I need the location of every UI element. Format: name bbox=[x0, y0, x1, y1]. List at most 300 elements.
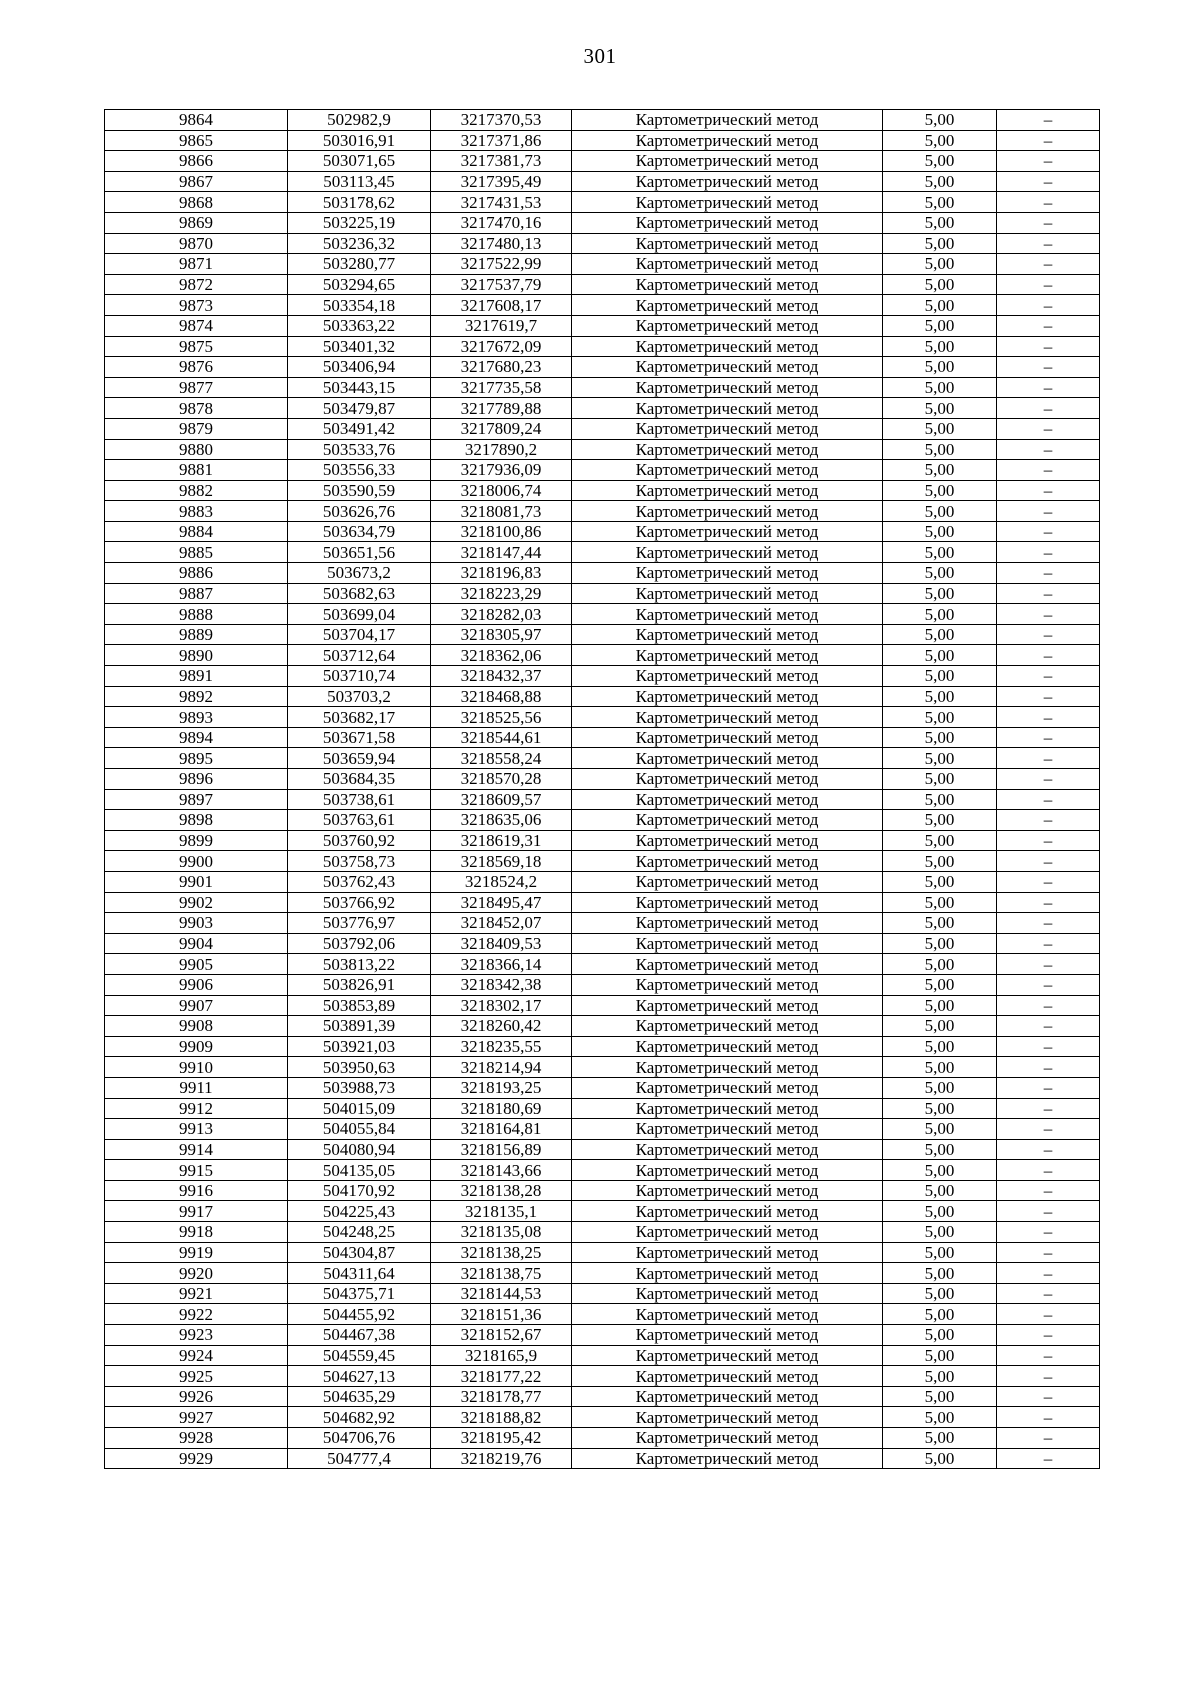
point-number-cell: 9914 bbox=[105, 1139, 288, 1160]
point-number-cell: 9889 bbox=[105, 624, 288, 645]
x-coordinate-cell: 503921,03 bbox=[288, 1036, 431, 1057]
table-row bbox=[105, 521, 1100, 542]
accuracy-cell: 5,00 bbox=[883, 357, 997, 378]
point-number-cell: 9878 bbox=[105, 398, 288, 419]
y-coordinate-cell: 3217381,73 bbox=[431, 151, 572, 172]
point-number-cell: 9917 bbox=[105, 1201, 288, 1222]
method-cell: Картометрический метод bbox=[572, 789, 883, 810]
point-number-cell: 9892 bbox=[105, 686, 288, 707]
method-cell: Картометрический метод bbox=[572, 1325, 883, 1346]
x-coordinate-cell: 502982,9 bbox=[288, 110, 431, 131]
y-coordinate-cell: 3218100,86 bbox=[431, 521, 572, 542]
x-coordinate-cell: 504627,13 bbox=[288, 1366, 431, 1387]
table-row bbox=[105, 460, 1100, 481]
method-cell: Картометрический метод bbox=[572, 1263, 883, 1284]
accuracy-cell: 5,00 bbox=[883, 789, 997, 810]
description-cell: – bbox=[997, 686, 1100, 707]
point-number-cell: 9915 bbox=[105, 1160, 288, 1181]
accuracy-cell: 5,00 bbox=[883, 1386, 997, 1407]
accuracy-cell: 5,00 bbox=[883, 1448, 997, 1469]
method-cell: Картометрический метод bbox=[572, 418, 883, 439]
y-coordinate-cell: 3218156,89 bbox=[431, 1139, 572, 1160]
y-coordinate-cell: 3217619,7 bbox=[431, 315, 572, 336]
accuracy-cell: 5,00 bbox=[883, 1180, 997, 1201]
table-row bbox=[105, 624, 1100, 645]
y-coordinate-cell: 3218362,06 bbox=[431, 645, 572, 666]
point-number-cell: 9922 bbox=[105, 1304, 288, 1325]
method-cell: Картометрический метод bbox=[572, 563, 883, 584]
x-coordinate-cell: 503533,76 bbox=[288, 439, 431, 460]
point-number-cell: 9888 bbox=[105, 604, 288, 625]
description-cell: – bbox=[997, 810, 1100, 831]
x-coordinate-cell: 503758,73 bbox=[288, 851, 431, 872]
method-cell: Картометрический метод bbox=[572, 398, 883, 419]
table-row bbox=[105, 1016, 1100, 1037]
y-coordinate-cell: 3218635,06 bbox=[431, 810, 572, 831]
table-row bbox=[105, 233, 1100, 254]
description-cell: – bbox=[997, 1242, 1100, 1263]
table-row bbox=[105, 1036, 1100, 1057]
description-cell: – bbox=[997, 769, 1100, 790]
point-number-cell: 9865 bbox=[105, 130, 288, 151]
point-number-cell: 9873 bbox=[105, 295, 288, 316]
point-number-cell: 9874 bbox=[105, 315, 288, 336]
point-number-cell: 9911 bbox=[105, 1077, 288, 1098]
y-coordinate-cell: 3218409,53 bbox=[431, 933, 572, 954]
description-cell: – bbox=[997, 974, 1100, 995]
description-cell: – bbox=[997, 1304, 1100, 1325]
method-cell: Картометрический метод bbox=[572, 1428, 883, 1449]
y-coordinate-cell: 3218177,22 bbox=[431, 1366, 572, 1387]
description-cell: – bbox=[997, 789, 1100, 810]
accuracy-cell: 5,00 bbox=[883, 192, 997, 213]
table-row bbox=[105, 810, 1100, 831]
method-cell: Картометрический метод bbox=[572, 769, 883, 790]
y-coordinate-cell: 3217371,86 bbox=[431, 130, 572, 151]
description-cell: – bbox=[997, 110, 1100, 131]
x-coordinate-cell: 504706,76 bbox=[288, 1428, 431, 1449]
y-coordinate-cell: 3218495,47 bbox=[431, 892, 572, 913]
table-row bbox=[105, 871, 1100, 892]
description-cell: – bbox=[997, 666, 1100, 687]
y-coordinate-cell: 3218151,36 bbox=[431, 1304, 572, 1325]
description-cell: – bbox=[997, 727, 1100, 748]
method-cell: Картометрический метод bbox=[572, 727, 883, 748]
accuracy-cell: 5,00 bbox=[883, 1057, 997, 1078]
accuracy-cell: 5,00 bbox=[883, 130, 997, 151]
x-coordinate-cell: 504225,43 bbox=[288, 1201, 431, 1222]
description-cell: – bbox=[997, 1325, 1100, 1346]
x-coordinate-cell: 503704,17 bbox=[288, 624, 431, 645]
description-cell: – bbox=[997, 913, 1100, 934]
y-coordinate-cell: 3218214,94 bbox=[431, 1057, 572, 1078]
x-coordinate-cell: 503792,06 bbox=[288, 933, 431, 954]
description-cell: – bbox=[997, 1119, 1100, 1140]
y-coordinate-cell: 3218195,42 bbox=[431, 1428, 572, 1449]
description-cell: – bbox=[997, 1160, 1100, 1181]
description-cell: – bbox=[997, 830, 1100, 851]
table-row bbox=[105, 789, 1100, 810]
y-coordinate-cell: 3217680,23 bbox=[431, 357, 572, 378]
x-coordinate-cell: 503651,56 bbox=[288, 542, 431, 563]
x-coordinate-cell: 504304,87 bbox=[288, 1242, 431, 1263]
accuracy-cell: 5,00 bbox=[883, 666, 997, 687]
table-row bbox=[105, 398, 1100, 419]
accuracy-cell: 5,00 bbox=[883, 542, 997, 563]
accuracy-cell: 5,00 bbox=[883, 727, 997, 748]
y-coordinate-cell: 3218135,1 bbox=[431, 1201, 572, 1222]
description-cell: – bbox=[997, 274, 1100, 295]
x-coordinate-cell: 503760,92 bbox=[288, 830, 431, 851]
description-cell: – bbox=[997, 871, 1100, 892]
x-coordinate-cell: 503682,17 bbox=[288, 707, 431, 728]
x-coordinate-cell: 503225,19 bbox=[288, 212, 431, 233]
x-coordinate-cell: 503813,22 bbox=[288, 954, 431, 975]
description-cell: – bbox=[997, 1098, 1100, 1119]
description-cell: – bbox=[997, 645, 1100, 666]
table-row bbox=[105, 1263, 1100, 1284]
accuracy-cell: 5,00 bbox=[883, 913, 997, 934]
method-cell: Картометрический метод bbox=[572, 933, 883, 954]
method-cell: Картометрический метод bbox=[572, 995, 883, 1016]
x-coordinate-cell: 503556,33 bbox=[288, 460, 431, 481]
description-cell: – bbox=[997, 748, 1100, 769]
y-coordinate-cell: 3218147,44 bbox=[431, 542, 572, 563]
x-coordinate-cell: 503699,04 bbox=[288, 604, 431, 625]
method-cell: Картометрический метод bbox=[572, 295, 883, 316]
description-cell: – bbox=[997, 377, 1100, 398]
method-cell: Картометрический метод bbox=[572, 624, 883, 645]
point-number-cell: 9921 bbox=[105, 1283, 288, 1304]
y-coordinate-cell: 3218558,24 bbox=[431, 748, 572, 769]
accuracy-cell: 5,00 bbox=[883, 439, 997, 460]
method-cell: Картометрический метод bbox=[572, 913, 883, 934]
accuracy-cell: 5,00 bbox=[883, 501, 997, 522]
accuracy-cell: 5,00 bbox=[883, 933, 997, 954]
point-number-cell: 9898 bbox=[105, 810, 288, 831]
table-row bbox=[105, 1077, 1100, 1098]
y-coordinate-cell: 3217431,53 bbox=[431, 192, 572, 213]
accuracy-cell: 5,00 bbox=[883, 686, 997, 707]
x-coordinate-cell: 503016,91 bbox=[288, 130, 431, 151]
point-number-cell: 9916 bbox=[105, 1180, 288, 1201]
accuracy-cell: 5,00 bbox=[883, 583, 997, 604]
x-coordinate-cell: 503950,63 bbox=[288, 1057, 431, 1078]
accuracy-cell: 5,00 bbox=[883, 1077, 997, 1098]
y-coordinate-cell: 3218342,38 bbox=[431, 974, 572, 995]
point-number-cell: 9871 bbox=[105, 254, 288, 275]
point-number-cell: 9885 bbox=[105, 542, 288, 563]
table-row bbox=[105, 295, 1100, 316]
y-coordinate-cell: 3217537,79 bbox=[431, 274, 572, 295]
x-coordinate-cell: 504777,4 bbox=[288, 1448, 431, 1469]
y-coordinate-cell: 3218152,67 bbox=[431, 1325, 572, 1346]
method-cell: Картометрический метод bbox=[572, 151, 883, 172]
method-cell: Картометрический метод bbox=[572, 1077, 883, 1098]
point-number-cell: 9868 bbox=[105, 192, 288, 213]
x-coordinate-cell: 503891,39 bbox=[288, 1016, 431, 1037]
method-cell: Картометрический метод bbox=[572, 460, 883, 481]
table-row bbox=[105, 974, 1100, 995]
table-row bbox=[105, 1222, 1100, 1243]
description-cell: – bbox=[997, 336, 1100, 357]
method-cell: Картометрический метод bbox=[572, 315, 883, 336]
accuracy-cell: 5,00 bbox=[883, 1345, 997, 1366]
accuracy-cell: 5,00 bbox=[883, 295, 997, 316]
x-coordinate-cell: 503280,77 bbox=[288, 254, 431, 275]
point-number-cell: 9906 bbox=[105, 974, 288, 995]
method-cell: Картометрический метод bbox=[572, 254, 883, 275]
y-coordinate-cell: 3218144,53 bbox=[431, 1283, 572, 1304]
accuracy-cell: 5,00 bbox=[883, 480, 997, 501]
y-coordinate-cell: 3218138,75 bbox=[431, 1263, 572, 1284]
accuracy-cell: 5,00 bbox=[883, 1098, 997, 1119]
method-cell: Картометрический метод bbox=[572, 110, 883, 131]
coordinates-table-body bbox=[105, 110, 1100, 1469]
accuracy-cell: 5,00 bbox=[883, 1304, 997, 1325]
point-number-cell: 9893 bbox=[105, 707, 288, 728]
point-number-cell: 9899 bbox=[105, 830, 288, 851]
method-cell: Картометрический метод bbox=[572, 583, 883, 604]
description-cell: – bbox=[997, 418, 1100, 439]
y-coordinate-cell: 3217890,2 bbox=[431, 439, 572, 460]
accuracy-cell: 5,00 bbox=[883, 233, 997, 254]
y-coordinate-cell: 3218609,57 bbox=[431, 789, 572, 810]
accuracy-cell: 5,00 bbox=[883, 1016, 997, 1037]
point-number-cell: 9908 bbox=[105, 1016, 288, 1037]
accuracy-cell: 5,00 bbox=[883, 851, 997, 872]
table-row bbox=[105, 1428, 1100, 1449]
x-coordinate-cell: 503826,91 bbox=[288, 974, 431, 995]
method-cell: Картометрический метод bbox=[572, 1283, 883, 1304]
description-cell: – bbox=[997, 1222, 1100, 1243]
y-coordinate-cell: 3217470,16 bbox=[431, 212, 572, 233]
table-row bbox=[105, 686, 1100, 707]
point-number-cell: 9919 bbox=[105, 1242, 288, 1263]
point-number-cell: 9884 bbox=[105, 521, 288, 542]
table-row bbox=[105, 418, 1100, 439]
method-cell: Картометрический метод bbox=[572, 274, 883, 295]
y-coordinate-cell: 3218196,83 bbox=[431, 563, 572, 584]
description-cell: – bbox=[997, 212, 1100, 233]
table-row bbox=[105, 1160, 1100, 1181]
x-coordinate-cell: 504559,45 bbox=[288, 1345, 431, 1366]
method-cell: Картометрический метод bbox=[572, 1160, 883, 1181]
coordinates-table bbox=[104, 109, 1100, 1469]
x-coordinate-cell: 503590,59 bbox=[288, 480, 431, 501]
description-cell: – bbox=[997, 521, 1100, 542]
table-row bbox=[105, 274, 1100, 295]
point-number-cell: 9903 bbox=[105, 913, 288, 934]
x-coordinate-cell: 503634,79 bbox=[288, 521, 431, 542]
y-coordinate-cell: 3218468,88 bbox=[431, 686, 572, 707]
y-coordinate-cell: 3217608,17 bbox=[431, 295, 572, 316]
accuracy-cell: 5,00 bbox=[883, 1263, 997, 1284]
description-cell: – bbox=[997, 1036, 1100, 1057]
point-number-cell: 9869 bbox=[105, 212, 288, 233]
x-coordinate-cell: 503710,74 bbox=[288, 666, 431, 687]
accuracy-cell: 5,00 bbox=[883, 604, 997, 625]
y-coordinate-cell: 3218193,25 bbox=[431, 1077, 572, 1098]
y-coordinate-cell: 3218188,82 bbox=[431, 1407, 572, 1428]
y-coordinate-cell: 3218366,14 bbox=[431, 954, 572, 975]
accuracy-cell: 5,00 bbox=[883, 274, 997, 295]
x-coordinate-cell: 503763,61 bbox=[288, 810, 431, 831]
point-number-cell: 9929 bbox=[105, 1448, 288, 1469]
description-cell: – bbox=[997, 1345, 1100, 1366]
y-coordinate-cell: 3218524,2 bbox=[431, 871, 572, 892]
table-row bbox=[105, 130, 1100, 151]
point-number-cell: 9896 bbox=[105, 769, 288, 790]
accuracy-cell: 5,00 bbox=[883, 212, 997, 233]
point-number-cell: 9904 bbox=[105, 933, 288, 954]
method-cell: Картометрический метод bbox=[572, 1180, 883, 1201]
y-coordinate-cell: 3218235,55 bbox=[431, 1036, 572, 1057]
accuracy-cell: 5,00 bbox=[883, 460, 997, 481]
table-row bbox=[105, 480, 1100, 501]
y-coordinate-cell: 3217809,24 bbox=[431, 418, 572, 439]
description-cell: – bbox=[997, 295, 1100, 316]
table-row bbox=[105, 748, 1100, 769]
description-cell: – bbox=[997, 501, 1100, 522]
y-coordinate-cell: 3218219,76 bbox=[431, 1448, 572, 1469]
x-coordinate-cell: 504375,71 bbox=[288, 1283, 431, 1304]
accuracy-cell: 5,00 bbox=[883, 974, 997, 995]
description-cell: – bbox=[997, 315, 1100, 336]
description-cell: – bbox=[997, 1366, 1100, 1387]
y-coordinate-cell: 3218081,73 bbox=[431, 501, 572, 522]
y-coordinate-cell: 3218282,03 bbox=[431, 604, 572, 625]
method-cell: Картометрический метод bbox=[572, 974, 883, 995]
point-number-cell: 9880 bbox=[105, 439, 288, 460]
accuracy-cell: 5,00 bbox=[883, 151, 997, 172]
table-row bbox=[105, 707, 1100, 728]
point-number-cell: 9867 bbox=[105, 171, 288, 192]
y-coordinate-cell: 3218305,97 bbox=[431, 624, 572, 645]
y-coordinate-cell: 3217480,13 bbox=[431, 233, 572, 254]
method-cell: Картометрический метод bbox=[572, 480, 883, 501]
point-number-cell: 9907 bbox=[105, 995, 288, 1016]
x-coordinate-cell: 503853,89 bbox=[288, 995, 431, 1016]
table-row bbox=[105, 192, 1100, 213]
description-cell: – bbox=[997, 233, 1100, 254]
y-coordinate-cell: 3218180,69 bbox=[431, 1098, 572, 1119]
description-cell: – bbox=[997, 707, 1100, 728]
x-coordinate-cell: 503682,63 bbox=[288, 583, 431, 604]
table-row bbox=[105, 151, 1100, 172]
description-cell: – bbox=[997, 851, 1100, 872]
accuracy-cell: 5,00 bbox=[883, 954, 997, 975]
accuracy-cell: 5,00 bbox=[883, 645, 997, 666]
table-row bbox=[105, 1242, 1100, 1263]
method-cell: Картометрический метод bbox=[572, 1304, 883, 1325]
table-row bbox=[105, 439, 1100, 460]
point-number-cell: 9912 bbox=[105, 1098, 288, 1119]
description-cell: – bbox=[997, 1263, 1100, 1284]
x-coordinate-cell: 504080,94 bbox=[288, 1139, 431, 1160]
point-number-cell: 9902 bbox=[105, 892, 288, 913]
description-cell: – bbox=[997, 1407, 1100, 1428]
table-row bbox=[105, 1304, 1100, 1325]
point-number-cell: 9910 bbox=[105, 1057, 288, 1078]
description-cell: – bbox=[997, 398, 1100, 419]
point-number-cell: 9876 bbox=[105, 357, 288, 378]
description-cell: – bbox=[997, 604, 1100, 625]
accuracy-cell: 5,00 bbox=[883, 769, 997, 790]
y-coordinate-cell: 3218260,42 bbox=[431, 1016, 572, 1037]
description-cell: – bbox=[997, 460, 1100, 481]
accuracy-cell: 5,00 bbox=[883, 830, 997, 851]
description-cell: – bbox=[997, 357, 1100, 378]
point-number-cell: 9900 bbox=[105, 851, 288, 872]
table-row bbox=[105, 851, 1100, 872]
description-cell: – bbox=[997, 480, 1100, 501]
x-coordinate-cell: 503071,65 bbox=[288, 151, 431, 172]
method-cell: Картометрический метод bbox=[572, 1119, 883, 1140]
method-cell: Картометрический метод bbox=[572, 439, 883, 460]
x-coordinate-cell: 503766,92 bbox=[288, 892, 431, 913]
y-coordinate-cell: 3218138,25 bbox=[431, 1242, 572, 1263]
x-coordinate-cell: 503762,43 bbox=[288, 871, 431, 892]
point-number-cell: 9913 bbox=[105, 1119, 288, 1140]
point-number-cell: 9890 bbox=[105, 645, 288, 666]
description-cell: – bbox=[997, 892, 1100, 913]
point-number-cell: 9905 bbox=[105, 954, 288, 975]
page-number: 301 bbox=[583, 44, 617, 68]
point-number-cell: 9864 bbox=[105, 110, 288, 131]
description-cell: – bbox=[997, 1283, 1100, 1304]
method-cell: Картометрический метод bbox=[572, 171, 883, 192]
accuracy-cell: 5,00 bbox=[883, 563, 997, 584]
point-number-cell: 9886 bbox=[105, 563, 288, 584]
method-cell: Картометрический метод bbox=[572, 1139, 883, 1160]
accuracy-cell: 5,00 bbox=[883, 171, 997, 192]
y-coordinate-cell: 3218143,66 bbox=[431, 1160, 572, 1181]
description-cell: – bbox=[997, 151, 1100, 172]
table-row bbox=[105, 1283, 1100, 1304]
table-row bbox=[105, 563, 1100, 584]
accuracy-cell: 5,00 bbox=[883, 521, 997, 542]
x-coordinate-cell: 504682,92 bbox=[288, 1407, 431, 1428]
table-row bbox=[105, 995, 1100, 1016]
x-coordinate-cell: 504248,25 bbox=[288, 1222, 431, 1243]
x-coordinate-cell: 503703,2 bbox=[288, 686, 431, 707]
accuracy-cell: 5,00 bbox=[883, 1222, 997, 1243]
y-coordinate-cell: 3218006,74 bbox=[431, 480, 572, 501]
y-coordinate-cell: 3218164,81 bbox=[431, 1119, 572, 1140]
y-coordinate-cell: 3218135,08 bbox=[431, 1222, 572, 1243]
point-number-cell: 9872 bbox=[105, 274, 288, 295]
method-cell: Картометрический метод bbox=[572, 1386, 883, 1407]
y-coordinate-cell: 3218525,56 bbox=[431, 707, 572, 728]
y-coordinate-cell: 3218138,28 bbox=[431, 1180, 572, 1201]
accuracy-cell: 5,00 bbox=[883, 398, 997, 419]
description-cell: – bbox=[997, 1428, 1100, 1449]
point-number-cell: 9924 bbox=[105, 1345, 288, 1366]
point-number-cell: 9897 bbox=[105, 789, 288, 810]
method-cell: Картометрический метод bbox=[572, 377, 883, 398]
table-row bbox=[105, 315, 1100, 336]
x-coordinate-cell: 504055,84 bbox=[288, 1119, 431, 1140]
point-number-cell: 9891 bbox=[105, 666, 288, 687]
table-row bbox=[105, 933, 1100, 954]
point-number-cell: 9926 bbox=[105, 1386, 288, 1407]
point-number-cell: 9866 bbox=[105, 151, 288, 172]
accuracy-cell: 5,00 bbox=[883, 871, 997, 892]
y-coordinate-cell: 3218452,07 bbox=[431, 913, 572, 934]
method-cell: Картометрический метод bbox=[572, 707, 883, 728]
accuracy-cell: 5,00 bbox=[883, 1242, 997, 1263]
